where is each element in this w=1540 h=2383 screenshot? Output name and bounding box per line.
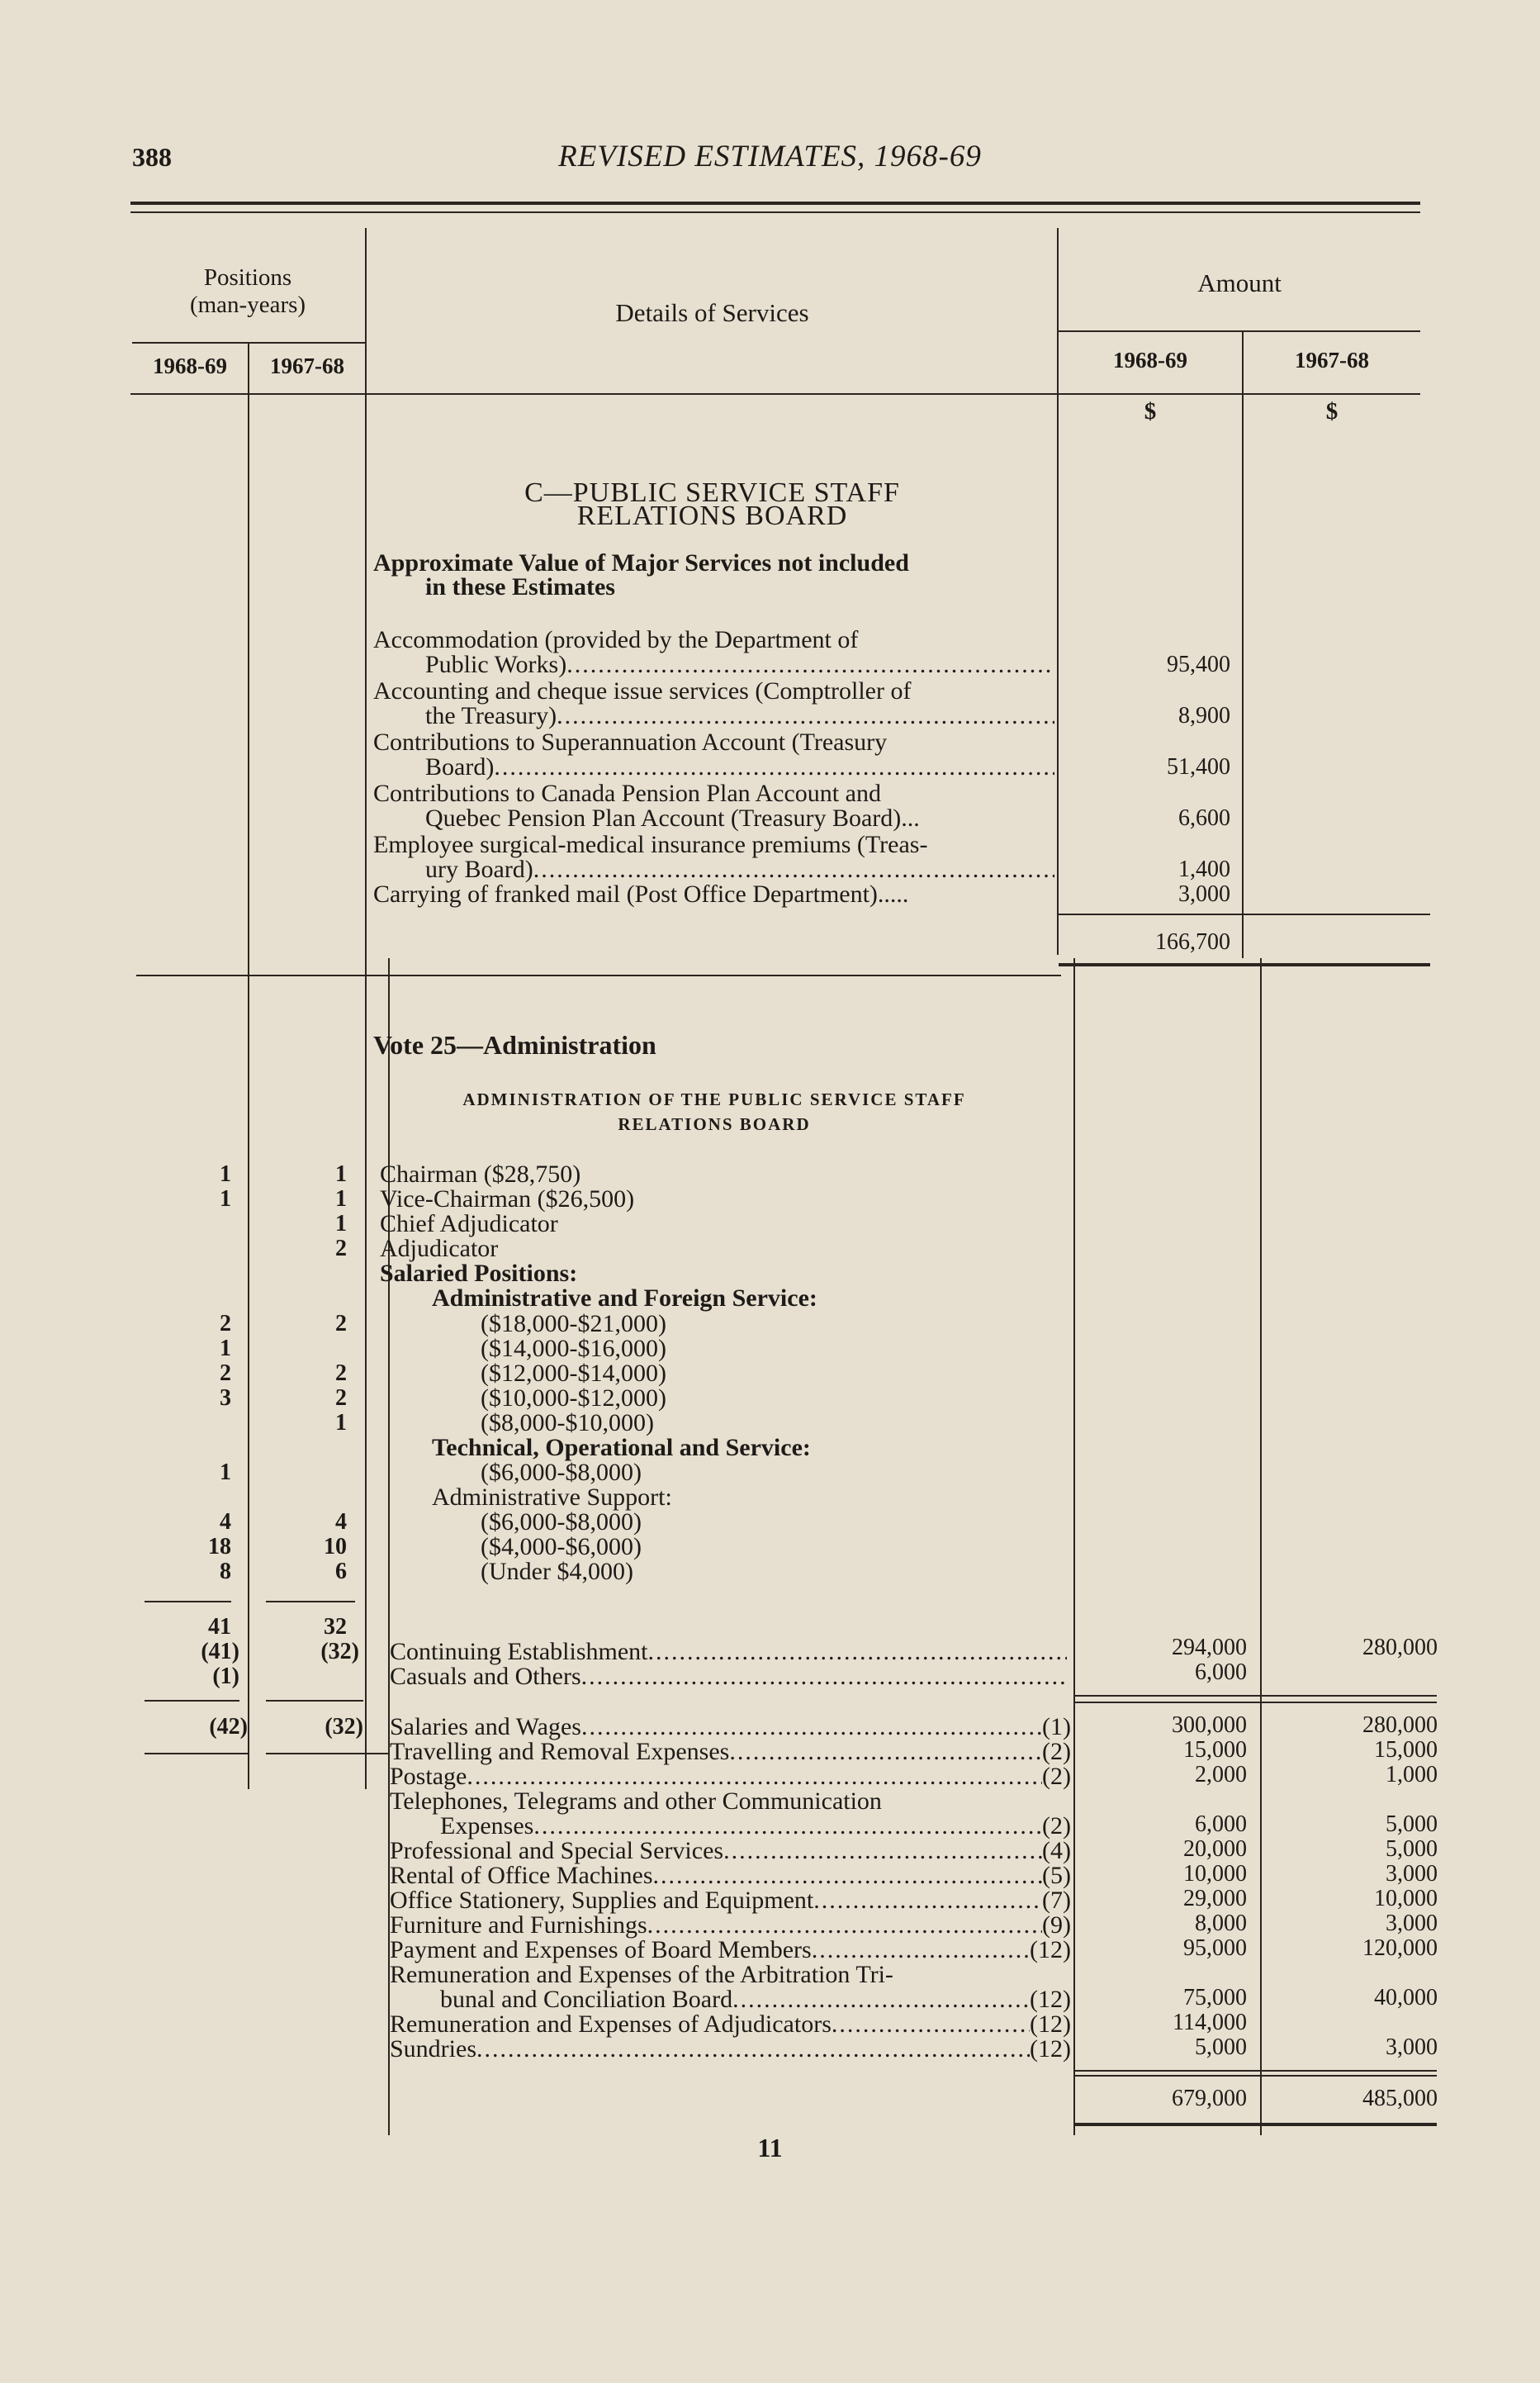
service-item-amount: 51,400 bbox=[1167, 754, 1230, 780]
expense-row bbox=[390, 1938, 1071, 1963]
vote-subtitle-line2: RELATIONS BOARD bbox=[618, 1114, 811, 1134]
position-label: ($8,000-$10,000) bbox=[481, 1409, 654, 1436]
positions-heading: Positions bbox=[203, 264, 292, 291]
service-item-amount: 3,000 bbox=[1178, 881, 1230, 907]
service-item-line1: Contributions to Canada Pension Plan Account and bbox=[373, 780, 881, 807]
section-title-line2: RELATIONS BOARD bbox=[576, 501, 848, 531]
expense-ref: (4) bbox=[1042, 1837, 1071, 1864]
page-number: 388 bbox=[132, 142, 172, 172]
expense-ref: (12) bbox=[1030, 1986, 1071, 2013]
vote-subtitle-line1: ADMINISTRATION OF THE PUBLIC SERVICE STAFF bbox=[462, 1089, 966, 1109]
expense-amount-a: 75,000 bbox=[1183, 1985, 1247, 2010]
expense-row bbox=[440, 1814, 1071, 1839]
casuals-positions-a: (1) bbox=[212, 1664, 239, 1689]
position-count-a: 1 bbox=[220, 1186, 231, 1212]
positions-year-a: 1968-69 bbox=[153, 354, 227, 378]
expense-amount-b: 15,000 bbox=[1374, 1737, 1438, 1763]
expense-label: Salaries and Wages bbox=[390, 1713, 581, 1740]
position-count-b: 1 bbox=[335, 1161, 347, 1187]
expense-label-cont: bunal and Conciliation Board bbox=[440, 1986, 733, 2013]
expense-amount-b: 1,000 bbox=[1386, 1762, 1438, 1787]
expense-label: Postage bbox=[390, 1763, 467, 1790]
footer-folio: 11 bbox=[757, 2133, 783, 2162]
position-label: ($14,000-$16,000) bbox=[481, 1335, 666, 1362]
expense-ref: (12) bbox=[1030, 2035, 1071, 2063]
positions-year-b: 1967-68 bbox=[270, 354, 344, 378]
position-count-a: 1 bbox=[220, 1460, 231, 1485]
position-count-a: 18 bbox=[208, 1534, 231, 1559]
expense-label: Payment and Expenses of Board Members bbox=[390, 1936, 812, 1963]
amount-year-b: 1967-68 bbox=[1295, 348, 1369, 373]
service-item-line1: Accommodation (provided by the Department of bbox=[373, 626, 859, 653]
expense-amount-a: 5,000 bbox=[1195, 2034, 1247, 2060]
expense-amount-a: 10,000 bbox=[1183, 1861, 1247, 1887]
position-count-a: 8 bbox=[220, 1559, 231, 1584]
service-item-line1: Carrying of franked mail (Post Office Department)..... bbox=[373, 881, 909, 908]
major-services-heading-line1: Approximate Value of Major Services not included bbox=[373, 549, 909, 577]
expense-ref: (12) bbox=[1030, 1936, 1071, 1963]
vote-total-a: 679,000 bbox=[1172, 2086, 1247, 2111]
top-rule-thin bbox=[130, 211, 1420, 213]
amount-heading: Amount bbox=[1197, 268, 1282, 297]
expense-amount-a: 300,000 bbox=[1172, 1712, 1247, 1738]
total-positions-a: (42) bbox=[209, 1714, 248, 1740]
position-count-b: 2 bbox=[335, 1236, 347, 1261]
position-count-a: 2 bbox=[220, 1311, 231, 1336]
expense-amount-b: 10,000 bbox=[1374, 1886, 1438, 1911]
expense-ref: (9) bbox=[1042, 1911, 1071, 1939]
service-item-line2: Quebec Pension Plan Account (Treasury Board)... bbox=[425, 805, 920, 832]
position-count-b: 6 bbox=[335, 1559, 347, 1584]
expense-label: Professional and Special Services bbox=[390, 1837, 724, 1864]
expense-amount-b: 120,000 bbox=[1362, 1935, 1438, 1961]
service-item-line2: the Treasury) bbox=[425, 702, 557, 729]
position-label: (Under $4,000) bbox=[481, 1558, 633, 1585]
vote-title: Vote 25—Administration bbox=[373, 1030, 656, 1060]
expense-amount-a: 6,000 bbox=[1195, 1811, 1247, 1837]
expense-ref: (1) bbox=[1042, 1713, 1071, 1740]
expense-label: Telephones, Telegrams and other Communication bbox=[390, 1787, 882, 1815]
expense-amount-a: 2,000 bbox=[1195, 1762, 1247, 1787]
expense-label: Remuneration and Expenses of Adjudicators bbox=[390, 2010, 832, 2038]
expense-label: Rental of Office Machines bbox=[390, 1862, 653, 1889]
service-item bbox=[425, 704, 1054, 729]
expense-label: Sundries bbox=[390, 2035, 476, 2063]
service-item-line2: ury Board) bbox=[425, 856, 533, 883]
total-positions-b: (32) bbox=[325, 1714, 363, 1740]
service-item-line2: Public Works) bbox=[425, 651, 567, 678]
expense-ref: (2) bbox=[1042, 1812, 1071, 1839]
continuing-amount-a: 294,000 bbox=[1172, 1635, 1247, 1660]
page-title: REVISED ESTIMATES, 1968-69 bbox=[558, 140, 982, 173]
expense-label: Travelling and Removal Expenses bbox=[390, 1738, 730, 1765]
expense-amount-b: 3,000 bbox=[1386, 1861, 1438, 1887]
continuing-positions-a: (41) bbox=[201, 1639, 239, 1664]
expense-row bbox=[390, 1913, 1071, 1938]
expense-ref: (7) bbox=[1042, 1887, 1071, 1914]
expense-row bbox=[390, 1764, 1071, 1789]
currency-b: $ bbox=[1325, 398, 1339, 425]
position-count-b: 1 bbox=[335, 1211, 347, 1237]
expense-amount-a: 20,000 bbox=[1183, 1836, 1247, 1862]
vote-total-b: 485,000 bbox=[1362, 2086, 1438, 2111]
service-item-amount: 6,600 bbox=[1178, 805, 1230, 831]
position-group-label: Technical, Operational and Service: bbox=[432, 1434, 811, 1461]
casuals-amount-a: 6,000 bbox=[1195, 1659, 1247, 1685]
position-group-label: Administrative and Foreign Service: bbox=[432, 1284, 817, 1312]
service-item bbox=[425, 755, 1054, 780]
service-item bbox=[425, 857, 1054, 882]
position-count-a: 1 bbox=[220, 1336, 231, 1361]
expense-row bbox=[390, 2012, 1071, 2037]
subtotal-positions-a: 41 bbox=[208, 1614, 231, 1640]
expense-amount-b: 3,000 bbox=[1386, 1911, 1438, 1936]
major-services-heading-line2: in these Estimates bbox=[425, 573, 615, 600]
expense-ref: (5) bbox=[1042, 1862, 1071, 1889]
expense-ref: (12) bbox=[1030, 2010, 1071, 2038]
position-label: Vice-Chairman ($26,500) bbox=[380, 1185, 635, 1213]
positions-subheading: (man-years) bbox=[189, 292, 306, 318]
continuing-establishment-label: Continuing Establishment bbox=[390, 1638, 648, 1665]
expense-amount-a: 95,000 bbox=[1183, 1935, 1247, 1961]
section-total: 166,700 bbox=[1155, 929, 1230, 955]
expense-amount-a: 15,000 bbox=[1183, 1737, 1247, 1763]
expense-ref: (2) bbox=[1042, 1738, 1071, 1765]
position-label: ($10,000-$12,000) bbox=[481, 1384, 666, 1412]
position-label: ($6,000-$8,000) bbox=[481, 1459, 642, 1486]
expense-label-cont: Expenses bbox=[440, 1812, 534, 1839]
currency-a: $ bbox=[1144, 398, 1157, 425]
expense-row bbox=[390, 1839, 1071, 1863]
expense-row bbox=[390, 1888, 1071, 1913]
expense-amount-a: 29,000 bbox=[1183, 1886, 1247, 1911]
position-label: Chief Adjudicator bbox=[380, 1210, 558, 1237]
service-item-amount: 1,400 bbox=[1178, 857, 1230, 882]
position-count-a: 2 bbox=[220, 1360, 231, 1386]
position-count-b: 1 bbox=[335, 1186, 347, 1212]
top-rule bbox=[130, 202, 1420, 205]
position-label: ($18,000-$21,000) bbox=[481, 1310, 666, 1337]
position-group-label: Administrative Support: bbox=[432, 1483, 672, 1511]
position-label: Chairman ($28,750) bbox=[380, 1161, 581, 1188]
position-count-b: 2 bbox=[335, 1360, 347, 1386]
position-label: Adjudicator bbox=[380, 1235, 499, 1262]
service-item-line1: Accounting and cheque issue services (Comptroller of bbox=[373, 677, 912, 705]
position-count-b: 2 bbox=[335, 1385, 347, 1411]
casuals-label: Casuals and Others bbox=[390, 1663, 581, 1690]
position-count-a: 1 bbox=[220, 1161, 231, 1187]
expense-amount-b: 5,000 bbox=[1386, 1836, 1438, 1862]
expense-ref: (2) bbox=[1042, 1763, 1071, 1790]
expense-row bbox=[390, 1715, 1071, 1740]
service-item-amount: 95,400 bbox=[1167, 652, 1230, 677]
position-count-b: 10 bbox=[324, 1534, 347, 1559]
service-item-line2: Board) bbox=[425, 753, 495, 781]
expense-row bbox=[440, 1987, 1071, 2012]
position-count-b: 1 bbox=[335, 1410, 347, 1436]
position-label: ($4,000-$6,000) bbox=[481, 1533, 642, 1560]
expense-label: Furniture and Furnishings bbox=[390, 1911, 647, 1939]
continuing-positions-b: (32) bbox=[320, 1639, 359, 1664]
expense-label: Office Stationery, Supplies and Equipment bbox=[390, 1887, 814, 1914]
expense-amount-b: 280,000 bbox=[1362, 1712, 1438, 1738]
position-label: ($6,000-$8,000) bbox=[481, 1508, 642, 1536]
expense-row bbox=[390, 1863, 1071, 1888]
expense-label: Remuneration and Expenses of the Arbitration Tri- bbox=[390, 1961, 893, 1988]
expense-row bbox=[390, 2037, 1071, 2062]
position-count-a: 3 bbox=[220, 1385, 231, 1411]
service-item-line1: Employee surgical-medical insurance premiums (Treas- bbox=[373, 831, 928, 858]
details-heading: Details of Services bbox=[615, 298, 809, 327]
expense-amount-b: 40,000 bbox=[1374, 1985, 1438, 2010]
subtotal-positions-b: 32 bbox=[324, 1614, 347, 1640]
expense-amount-a: 8,000 bbox=[1195, 1911, 1247, 1936]
expense-amount-a: 114,000 bbox=[1173, 2010, 1247, 2035]
service-item-line1: Contributions to Superannuation Account (Treasury bbox=[373, 729, 888, 756]
service-item-amount: 8,900 bbox=[1178, 703, 1230, 729]
continuing-amount-b: 280,000 bbox=[1362, 1635, 1438, 1660]
expense-amount-b: 3,000 bbox=[1386, 2034, 1438, 2060]
continuing-establishment-row bbox=[390, 1640, 1067, 1664]
expense-amount-b: 5,000 bbox=[1386, 1811, 1438, 1837]
position-count-b: 4 bbox=[335, 1509, 347, 1535]
position-count-a: 4 bbox=[220, 1509, 231, 1535]
section-title-line1: C—PUBLIC SERVICE STAFF bbox=[524, 477, 900, 508]
service-item bbox=[425, 653, 1054, 677]
amount-year-a: 1968-69 bbox=[1113, 348, 1187, 373]
position-label: ($12,000-$14,000) bbox=[481, 1360, 666, 1387]
expense-row bbox=[390, 1740, 1071, 1764]
position-count-b: 2 bbox=[335, 1311, 347, 1336]
casuals-row bbox=[390, 1664, 1067, 1689]
position-group-label: Salaried Positions: bbox=[380, 1260, 578, 1287]
